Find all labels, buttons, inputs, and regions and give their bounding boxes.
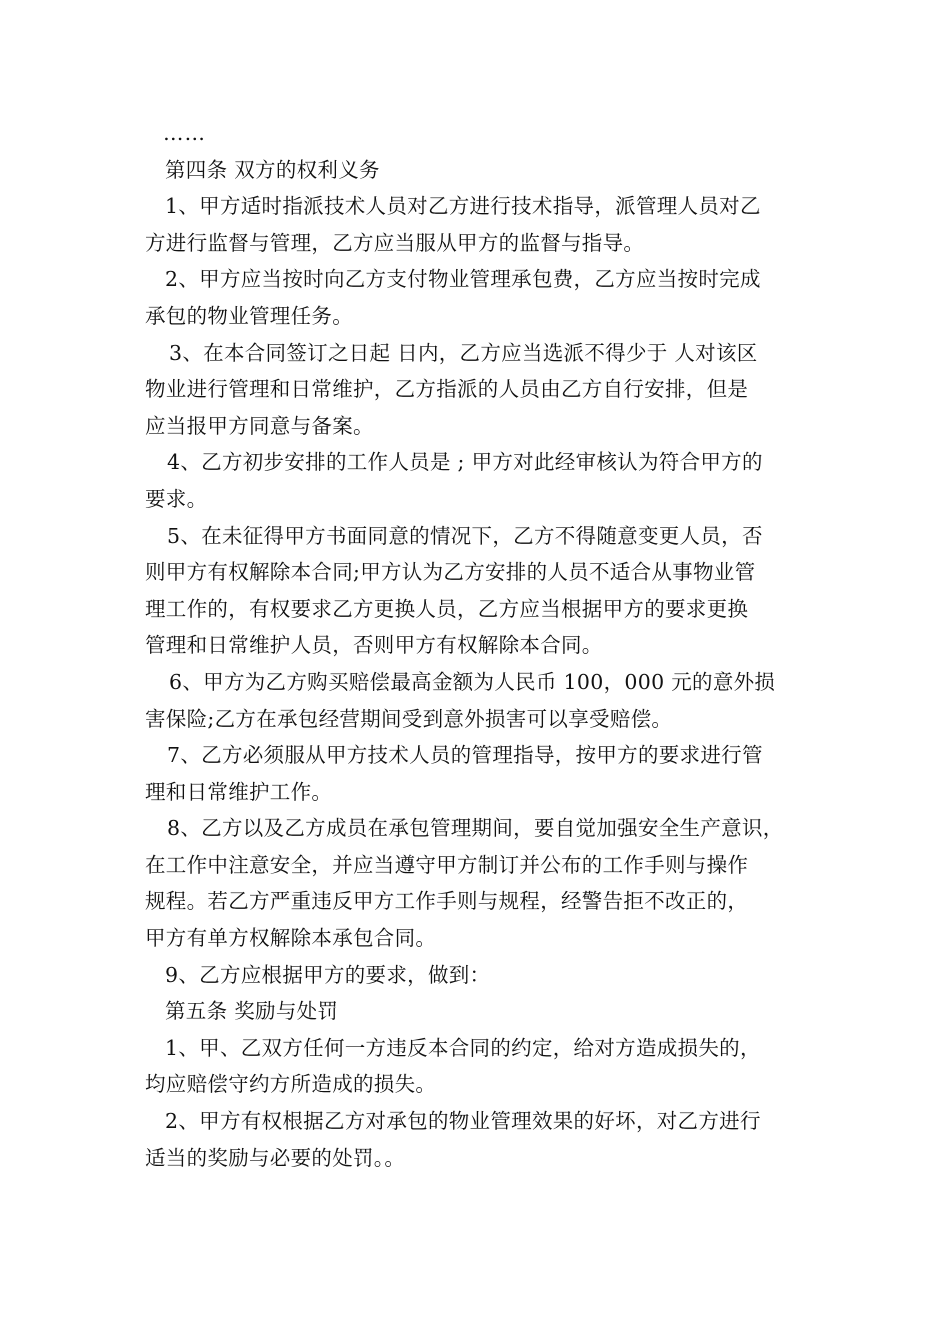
text-line: 要求。 — [145, 486, 208, 511]
clause-line: 1、甲、乙双方任何一方违反本合同的约定，给对方造成损失的， — [165, 1035, 761, 1060]
ellipsis-line: …… — [163, 121, 206, 145]
section-heading: 第五条 奖励与处罚 — [165, 999, 339, 1024]
text-line: 理和日常维护工作。 — [145, 779, 333, 804]
clause-line: 1、甲方适时指派技术人员对乙方进行技术指导，派管理人员对乙 — [165, 194, 761, 219]
text-line: 甲方有单方权解除本承包合同。 — [145, 926, 437, 951]
text-line: 理工作的，有权要求乙方更换人员，乙方应当根据甲方的要求更换 — [145, 596, 749, 621]
clause-line: 3、在本合同签订之日起 日内，乙方应当选派不得少于 人对该区 — [169, 340, 758, 365]
clause-line: 5、在未征得甲方书面同意的情况下，乙方不得随意变更人员，否 — [167, 523, 763, 548]
text-line: 应当报甲方同意与备案。 — [145, 413, 374, 438]
text-line: 规程。若乙方严重违反甲方工作手则与规程，经警告拒不改正的， — [145, 889, 749, 914]
text-line: 害保险;乙方在承包经营期间受到意外损害可以享受赔偿。 — [145, 706, 673, 731]
section-heading: 第四条 双方的权利义务 — [165, 157, 380, 182]
text-line: 在工作中注意安全，并应当遵守甲方制订并公布的工作手则与操作 — [145, 852, 749, 877]
text-line: 适当的奖励与必要的处罚。。 — [145, 1145, 406, 1170]
text-line: 承包的物业管理任务。 — [145, 303, 353, 328]
document-body — [145, 115, 825, 1176]
clause-line: 8、乙方以及乙方成员在承包管理期间，要自觉加强安全生产意识， — [167, 816, 784, 841]
clause-line: 4、乙方初步安排的工作人员是 ; 甲方对此经审核认为符合甲方的 — [167, 450, 763, 475]
clause-line: 2、甲方有权根据乙方对承包的物业管理效果的好坏，对乙方进行 — [165, 1109, 761, 1134]
clause-line: 9、乙方应根据甲方的要求，做到： — [165, 962, 491, 987]
clause-line: 2、甲方应当按时向乙方支付物业管理承包费，乙方应当按时完成 — [165, 267, 761, 292]
text-line: 管理和日常维护人员，否则甲方有权解除本合同。 — [145, 633, 603, 658]
text-line: 物业进行管理和日常维护，乙方指派的人员由乙方自行安排，但是 — [145, 377, 749, 402]
text-line: 方进行监督与管理，乙方应当服从甲方的监督与指导。 — [145, 230, 645, 255]
clause-line: 6、甲方为乙方购买赔偿最高金额为人民币 100，000 元的意外损 — [169, 669, 776, 694]
text-line: 均应赔偿守约方所造成的损失。 — [145, 1072, 437, 1097]
clause-line: 7、乙方必须服从甲方技术人员的管理指导，按甲方的要求进行管 — [167, 743, 763, 768]
text-line: 则甲方有权解除本合同;甲方认为乙方安排的人员不适合从事物业管 — [145, 560, 756, 585]
